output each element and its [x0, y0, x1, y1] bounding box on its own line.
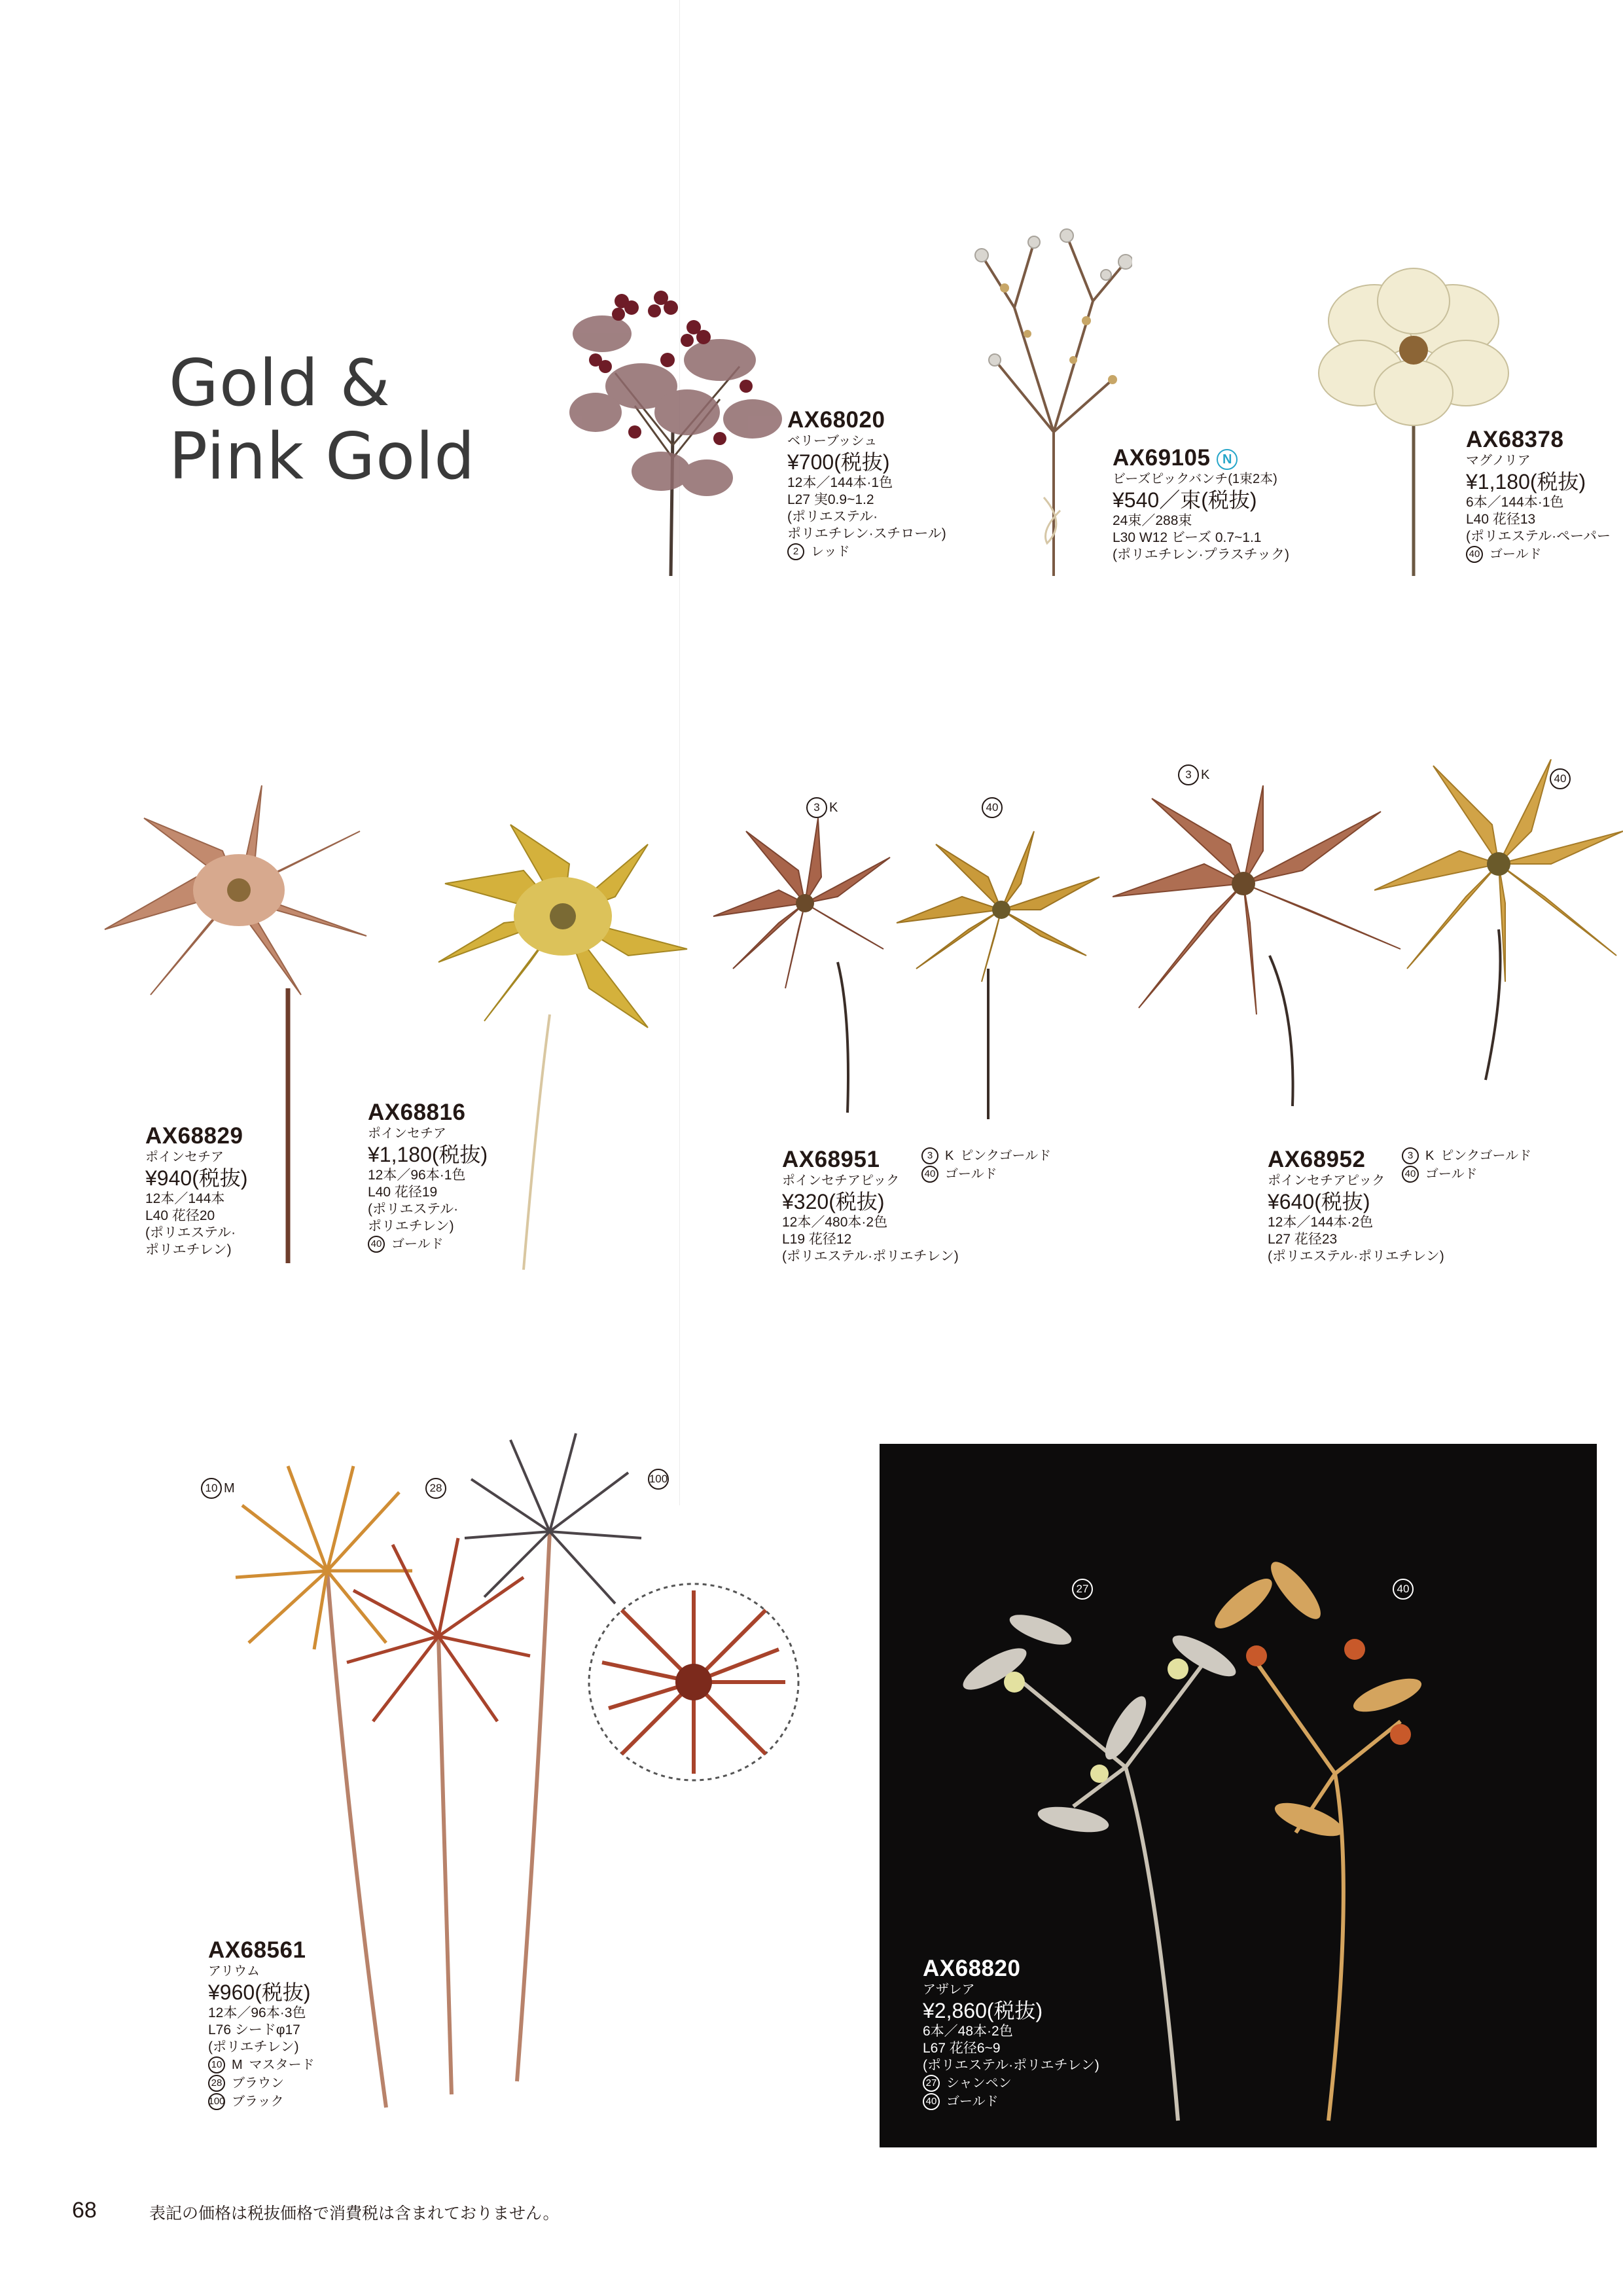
product-price: ¥700(税抜) — [787, 450, 890, 474]
product-qty: 6本／144本·1色 — [1466, 495, 1564, 510]
product-name: ベリーブッシュ — [787, 434, 878, 448]
color-suffix: K — [945, 1149, 954, 1163]
product-size: L67 花径6~9 — [923, 2041, 1001, 2056]
product-code: AX68378 — [1466, 427, 1564, 452]
product-name: アリウム — [208, 1964, 260, 1979]
marker-num: 27 — [1072, 1579, 1093, 1600]
product-material: (ポリエステル· — [145, 1225, 236, 1240]
product-qty: 12本／144本 — [145, 1191, 225, 1206]
color-num: 2 — [787, 543, 804, 560]
product-name: ポインセチア — [368, 1126, 446, 1141]
product-code: AX68561 — [208, 1937, 306, 1963]
product-price: ¥540／束(税抜) — [1113, 488, 1257, 512]
poinsettia-pick-ax68951-pink-photo — [707, 818, 897, 1119]
product-ax69105 — [1113, 445, 1289, 564]
marker-28-brown — [425, 1478, 446, 1499]
product-size: L40 花径19 — [368, 1185, 438, 1200]
bead-pick-bunch-photo — [955, 216, 1132, 583]
product-material: (ポリエチレン) — [208, 2039, 299, 2054]
marker-3k-pink-gold-b — [1178, 764, 1209, 785]
product-qty: 12本／144本·2色 — [1268, 1215, 1374, 1230]
color-suffix: M — [232, 2058, 243, 2072]
color-name: ゴールド — [1489, 547, 1542, 562]
product-color-2 — [921, 1165, 1051, 1183]
color-name: ゴールド — [946, 2094, 999, 2109]
poinsettia-pick-ax68951-gold-photo — [890, 825, 1106, 1126]
product-qty: 24束／288束 — [1113, 513, 1192, 528]
product-material: (ポリエステル·ペーパー — [1466, 529, 1611, 544]
product-size: L30 W12 ビーズ 0.7~1.1 — [1113, 530, 1262, 545]
product-material-2: ポリエチレン·スチロール) — [787, 526, 946, 541]
marker-num: 100 — [648, 1469, 669, 1490]
color-name: ブラウン — [232, 2076, 284, 2090]
color-num: 10 — [208, 2056, 225, 2073]
product-material: (ポリエステル·ポリエチレン) — [1268, 1249, 1444, 1264]
product-code: AX68951 — [782, 1147, 880, 1172]
product-ax68951-colors — [921, 1147, 1051, 1183]
tax-note: 表記の価格は税抜価格で消費税は含まれておりません。 — [149, 2204, 560, 2223]
product-size: L27 実0.9~1.2 — [787, 492, 874, 507]
marker-num: 3 — [806, 797, 827, 818]
page-number: 68 — [72, 2198, 97, 2223]
color-num: 3 — [1402, 1147, 1419, 1164]
marker-suffix: K — [829, 800, 838, 815]
product-color — [368, 1235, 488, 1253]
page-title — [169, 347, 476, 493]
marker-40-gold-c — [1393, 1579, 1414, 1600]
product-name: マグノリア — [1466, 454, 1531, 468]
product-price: ¥1,180(税抜) — [368, 1143, 488, 1166]
product-material-2: ポリエチレン) — [145, 1242, 232, 1257]
marker-10m-mustard — [201, 1478, 235, 1499]
product-color — [1466, 545, 1611, 564]
color-name: レッド — [811, 545, 850, 559]
product-ax68020 — [787, 407, 946, 561]
product-name: ポインセチア — [145, 1150, 224, 1164]
product-material: (ポリエステル· — [787, 509, 878, 524]
product-code: AX69105 — [1113, 445, 1211, 471]
poinsettia-pick-ax68952-gold-photo — [1374, 759, 1623, 1086]
product-code: AX68829 — [145, 1123, 243, 1149]
color-num: 40 — [1402, 1166, 1419, 1183]
color-name: ゴールド — [391, 1237, 444, 1251]
marker-40-gold-b — [1550, 768, 1571, 789]
product-size: L19 花径12 — [782, 1232, 852, 1247]
color-num: 28 — [208, 2075, 225, 2092]
marker-suffix: K — [1201, 767, 1210, 782]
new-badge: N — [1217, 449, 1238, 470]
product-material: (ポリエステル·ポリエチレン) — [782, 1249, 959, 1264]
product-color-2 — [923, 2092, 1099, 2111]
product-material-2: ポリエチレン) — [368, 1219, 454, 1234]
marker-num: 3 — [1178, 764, 1199, 785]
product-ax68829 — [145, 1123, 248, 1259]
marker-num: 40 — [1550, 768, 1571, 789]
marker-3k-pink-gold-a — [806, 797, 838, 818]
poinsettia-pick-ax68952-pink-photo — [1113, 785, 1407, 1113]
marker-suffix: M — [224, 1480, 235, 1496]
marker-40-gold-a — [982, 797, 1003, 818]
product-ax68378 — [1466, 427, 1611, 564]
title-line-1: Gold & — [169, 346, 391, 421]
color-num: 100 — [208, 2093, 225, 2110]
product-name: アザレア — [923, 1982, 975, 1997]
product-name: ポインセチアピック — [782, 1174, 900, 1188]
color-name: ゴールド — [1425, 1167, 1478, 1181]
marker-100-black — [648, 1469, 669, 1490]
product-qty: 12本／144本·1色 — [787, 475, 893, 490]
color-num: 40 — [921, 1166, 938, 1183]
product-size: L76 シードφ17 — [208, 2022, 300, 2037]
product-color-3 — [208, 2092, 315, 2111]
product-price: ¥320(税抜) — [782, 1190, 885, 1213]
product-price: ¥1,180(税抜) — [1466, 470, 1586, 493]
product-ax68561 — [208, 1937, 315, 2111]
product-size: L27 花径23 — [1268, 1232, 1338, 1247]
color-name: マスタード — [249, 2058, 315, 2072]
color-name: シャンペン — [946, 2076, 1012, 2090]
product-color-2 — [208, 2074, 315, 2092]
product-qty: 12本／480本·2色 — [782, 1215, 888, 1230]
product-color-1 — [921, 1147, 1051, 1165]
color-num: 40 — [1466, 546, 1483, 563]
color-num: 3 — [921, 1147, 938, 1164]
product-ax68816 — [368, 1100, 488, 1253]
color-suffix: K — [1425, 1149, 1435, 1163]
color-name: ブラック — [232, 2094, 284, 2109]
product-ax68952-colors — [1402, 1147, 1531, 1183]
product-material: (ポリエステル·ポリエチレン) — [923, 2058, 1099, 2073]
color-name: ピンクゴールド — [1440, 1149, 1532, 1163]
color-num: 40 — [368, 1236, 385, 1253]
product-code: AX68820 — [923, 1956, 1021, 1981]
product-color-1 — [923, 2074, 1099, 2092]
title-line-2: Pink Gold — [169, 420, 476, 494]
marker-27-champagne — [1072, 1579, 1093, 1600]
product-price: ¥2,860(税抜) — [923, 1999, 1043, 2022]
color-num: 40 — [923, 2093, 940, 2110]
berry-bush-photo — [556, 262, 798, 583]
product-qty: 12本／96本·3色 — [208, 2005, 306, 2020]
product-material: (ポリエステル· — [368, 1202, 459, 1217]
product-price: ¥640(税抜) — [1268, 1190, 1370, 1213]
product-material: (ポリエチレン·プラスチック) — [1113, 547, 1289, 562]
marker-num: 40 — [1393, 1579, 1414, 1600]
product-code: AX68020 — [787, 407, 885, 433]
color-num: 27 — [923, 2075, 940, 2092]
product-qty: 12本／96本·1色 — [368, 1168, 466, 1183]
product-color — [787, 543, 946, 561]
product-qty: 6本／48本·2色 — [923, 2024, 1013, 2039]
allium-closeup-photo — [582, 1577, 805, 1787]
product-color-2 — [1402, 1165, 1531, 1183]
marker-num: 28 — [425, 1478, 446, 1499]
product-price: ¥960(税抜) — [208, 1981, 311, 2004]
product-ax68820 — [923, 1956, 1099, 2111]
product-code-row — [1113, 445, 1289, 471]
page-fold-line — [679, 0, 680, 1505]
color-name: ゴールド — [945, 1167, 997, 1181]
marker-num: 10 — [201, 1478, 222, 1499]
product-name: ビーズピックバンチ(1束2本) — [1113, 472, 1277, 486]
product-code: AX68816 — [368, 1100, 466, 1125]
product-size: L40 花径13 — [1466, 512, 1536, 527]
product-size: L40 花径20 — [145, 1208, 215, 1223]
product-price: ¥940(税抜) — [145, 1166, 248, 1190]
product-color-1 — [208, 2056, 315, 2074]
color-name: ピンクゴールド — [960, 1149, 1052, 1163]
product-color-1 — [1402, 1147, 1531, 1165]
product-code: AX68952 — [1268, 1147, 1366, 1172]
product-name: ポインセチアピック — [1268, 1174, 1385, 1188]
marker-num: 40 — [982, 797, 1003, 818]
